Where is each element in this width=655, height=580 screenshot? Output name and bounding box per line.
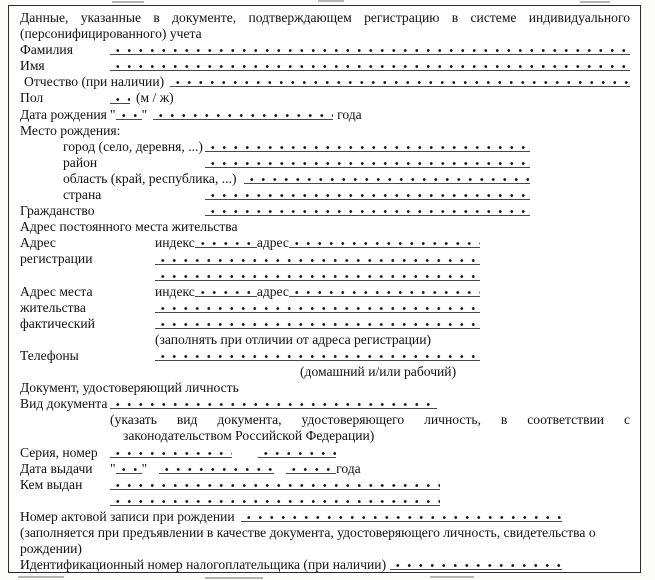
inn-label: Идентификационный номер налогоплательщика (при наличии) — [20, 557, 387, 573]
actual-index-label: индекс — [155, 283, 195, 299]
row-actual-address-3 — [20, 316, 630, 332]
form-title-line2: (персонифицированного) учета — [20, 26, 202, 42]
row-issued-by — [20, 477, 630, 493]
scan-artifact — [18, 576, 64, 578]
close-quote: " — [141, 106, 148, 122]
reg-address-fill-line-3 — [155, 270, 480, 281]
inn-fill-line — [390, 559, 562, 570]
issued-by-label: Кем выдан — [20, 476, 83, 492]
series-number-label: Серия, номер — [20, 444, 98, 460]
issue-month-fill-line — [159, 463, 274, 474]
birth-place-region-fill-line — [244, 173, 530, 184]
actual-address-label-1: Адрес места — [20, 283, 93, 299]
reg-address-fill-line-2 — [155, 254, 480, 265]
identity-doc-section-heading: Документ, удостоверяющий личность — [20, 380, 239, 396]
actual-address-word-label: адрес — [256, 283, 289, 299]
birth-record-label: Номер актовой записи при рождении — [20, 508, 235, 524]
actual-index-fill-line — [195, 286, 257, 297]
birth-place-heading: Место рождения: — [20, 122, 121, 138]
birth-date-label: Дата рождения — [20, 106, 107, 122]
scan-artifact — [430, 576, 474, 578]
close-quote: " — [141, 460, 148, 476]
row-first-name — [20, 58, 630, 74]
row-reg-address-3 — [20, 268, 630, 284]
citizenship-fill-line — [205, 205, 530, 216]
doc-type-label: Вид документа — [20, 396, 108, 412]
issue-year-fill-line — [286, 463, 336, 474]
row-issue-date — [20, 461, 630, 477]
actual-address-label-3: фактический — [20, 315, 95, 331]
actual-address-note: (заполнять при отличии от адреса регистрации) — [155, 331, 432, 347]
row-series-number — [20, 445, 630, 461]
actual-address-fill-line-3 — [155, 318, 480, 329]
row-reg-address-index — [20, 235, 630, 251]
open-quote: " — [110, 106, 116, 122]
doc-type-note-line2: законодательством Российской Федерации) — [123, 428, 375, 444]
first-name-label: Имя — [20, 58, 45, 74]
open-quote: " — [110, 460, 116, 476]
row-surname — [20, 42, 630, 58]
actual-address-fill-line-1 — [289, 286, 480, 297]
birth-date-fill-line — [153, 109, 333, 120]
scan-artifact — [112, 1, 144, 3]
patronymic-label: Отчество (при наличии) — [24, 74, 165, 90]
surname-fill-line — [110, 44, 630, 55]
row-birth-record-number — [20, 509, 630, 525]
reg-address-word-label: адрес — [256, 235, 289, 251]
row-birth-place-district — [20, 155, 630, 171]
form-sheet — [8, 5, 641, 573]
row-inn — [20, 557, 630, 573]
row-birth-date — [20, 107, 630, 123]
birth-record-fill-line — [241, 511, 562, 522]
doc-type-note-line1: (указать вид документа, удостоверяющего личность, в соответствии с — [110, 412, 630, 428]
row-sex — [20, 90, 630, 106]
reg-index-fill-line — [195, 237, 257, 248]
patronymic-fill-line — [170, 76, 630, 87]
issued-by-fill-line-1 — [110, 479, 440, 490]
surname-label: Фамилия — [20, 42, 73, 58]
sex-hint: (м / ж) — [136, 90, 174, 106]
birth-place-country-label: страна — [63, 187, 102, 203]
row-reg-address-2 — [20, 251, 630, 267]
row-issued-by-2 — [20, 493, 630, 509]
phones-note: (домашний и/или рабочий) — [300, 364, 457, 380]
scan-artifact — [318, 0, 344, 2]
row-actual-address-2 — [20, 300, 630, 316]
scan-artifact — [580, 1, 610, 3]
issue-date-label: Дата выдачи — [20, 460, 93, 476]
actual-address-fill-line-2 — [155, 302, 480, 313]
birth-record-note-line2: рождении) — [20, 541, 82, 557]
actual-address-label-2: жительства — [20, 299, 86, 315]
birth-place-country-fill-line — [205, 189, 530, 200]
issued-by-fill-line-2 — [110, 495, 440, 506]
issue-date-year-word: года — [336, 460, 361, 476]
birth-record-note-line1: (заполняется при предъявлении в качестве документа, удостоверяющего личность, свидетельства о — [20, 525, 596, 540]
sex-fill-line — [110, 93, 130, 104]
series-fill-line — [110, 447, 232, 458]
reg-address-label-1: Адрес — [20, 235, 56, 251]
birth-day-fill-line — [116, 109, 142, 120]
row-doc-type — [20, 396, 630, 412]
birth-place-city-label: город (село, деревня, ...) — [63, 138, 203, 154]
row-patronymic — [20, 74, 630, 90]
residence-section-heading: Адрес постоянного места жительства — [20, 219, 238, 235]
citizenship-label: Гражданство — [20, 203, 95, 219]
birth-date-year-word: года — [337, 106, 362, 122]
reg-address-label-2: регистрации — [20, 251, 93, 267]
first-name-fill-line — [110, 60, 630, 71]
row-phones — [20, 348, 630, 364]
sex-label: Пол — [20, 90, 44, 106]
phones-label: Телефоны — [20, 347, 79, 363]
row-actual-address-index — [20, 284, 630, 300]
reg-index-label: индекс — [155, 235, 195, 251]
row-citizenship — [20, 203, 630, 219]
number-fill-line — [258, 447, 336, 458]
reg-address-fill-line-1 — [289, 237, 480, 248]
row-birth-place-region — [20, 171, 630, 187]
birth-place-district-label: район — [63, 154, 98, 170]
birth-place-district-fill-line — [205, 157, 530, 168]
row-birth-place-city — [20, 139, 630, 155]
issue-day-fill-line — [116, 463, 142, 474]
birth-place-region-label: область (край, республика, ...) — [63, 170, 237, 186]
scan-artifact — [205, 577, 263, 579]
phones-fill-line — [155, 350, 480, 361]
doc-type-fill-line — [110, 398, 437, 409]
form-title-line1: Данные, указанные в документе, подтверждающем регистрацию в системе индивидуального — [20, 10, 630, 25]
birth-place-city-fill-line — [205, 141, 530, 152]
row-birth-place-country — [20, 187, 630, 203]
